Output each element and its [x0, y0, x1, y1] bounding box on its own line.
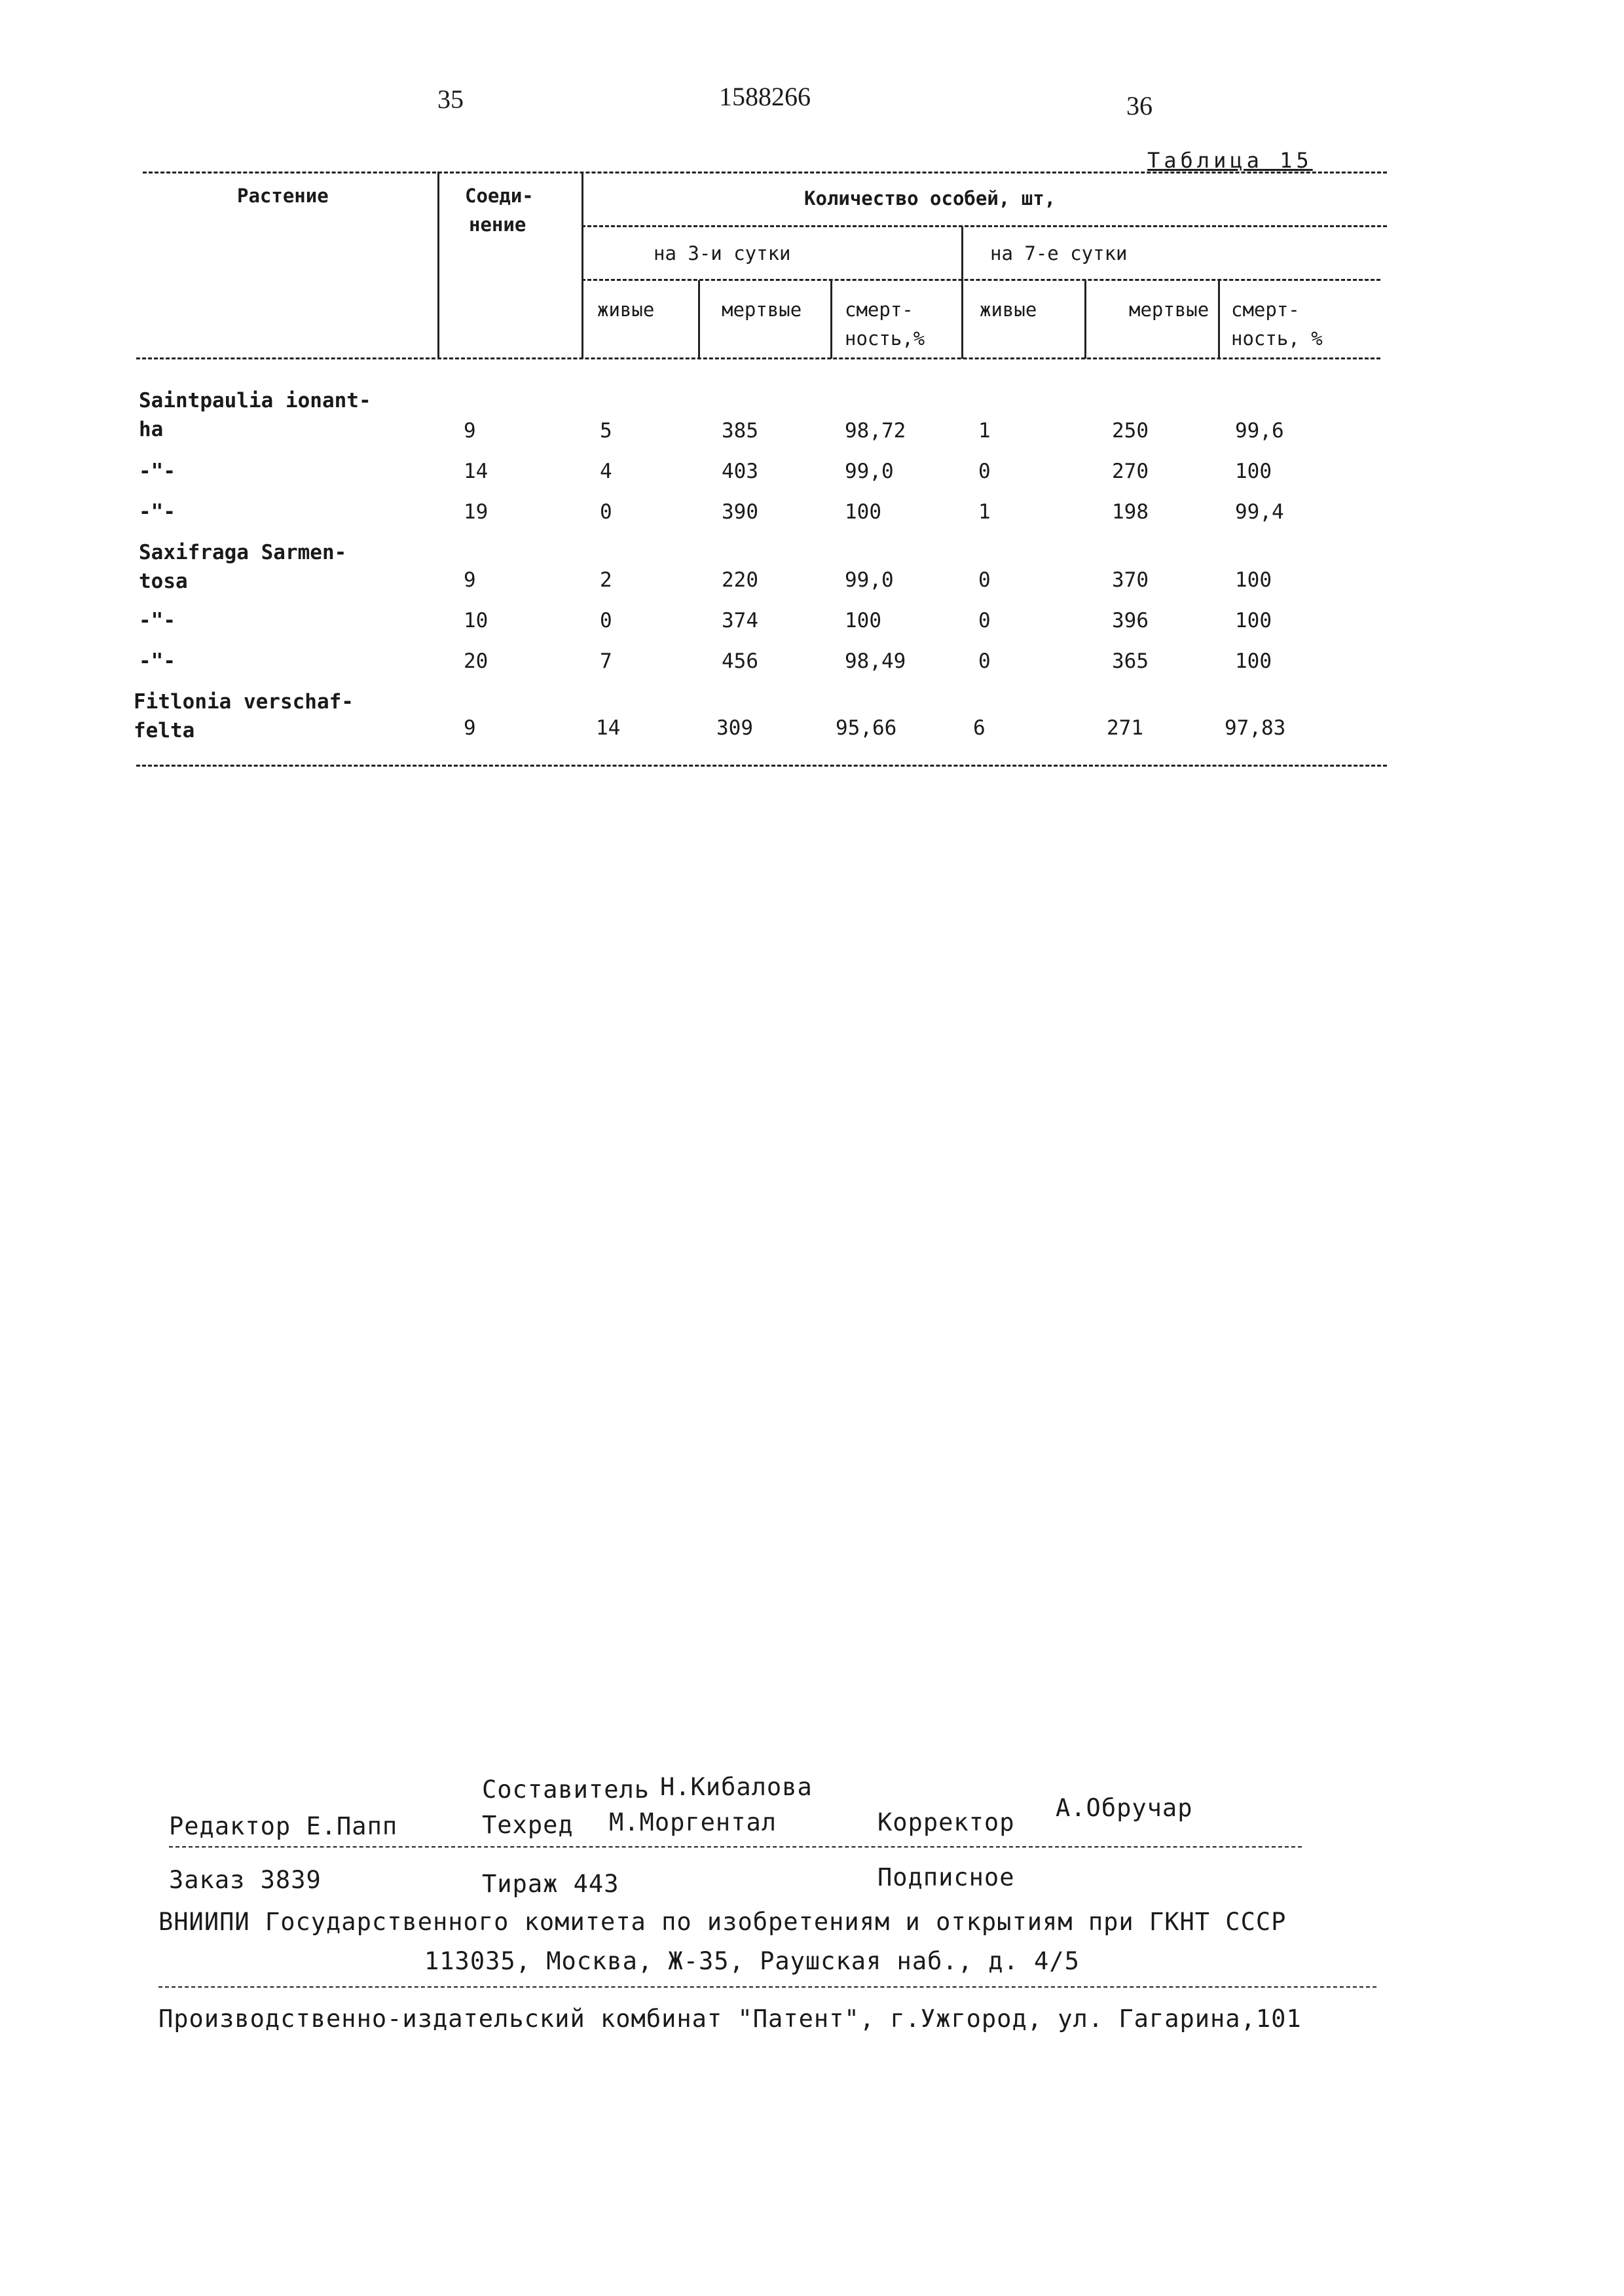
table-caption: Таблица 15: [1147, 148, 1313, 173]
table-row-1-plant-line1: Saintpaulia ionant-: [139, 389, 371, 412]
table-vline-2: [581, 172, 583, 359]
table-row-3-plant: -"-: [139, 500, 175, 524]
table-row-1-dead7: 250: [1112, 419, 1149, 443]
left-page-number: 35: [437, 84, 464, 114]
order-number: Заказ 3839: [169, 1866, 322, 1894]
table-row-7-plant-line2: felta: [134, 719, 195, 742]
table-row-3-mort7: 99,4: [1235, 500, 1284, 524]
table-top-rule: [143, 172, 1387, 173]
table-row-4-plant-line2: tosa: [139, 570, 188, 593]
table-row-1-alive7: 1: [978, 419, 991, 443]
table-row-6-mort3: 98,49: [845, 649, 906, 673]
table-row-1-dead3: 385: [722, 419, 758, 443]
table-row-5-dead7: 396: [1112, 609, 1149, 632]
table-row-6-dead7: 365: [1112, 649, 1149, 673]
table-vline-4: [698, 280, 700, 359]
table-header-bottom-rule: [136, 357, 1380, 359]
table-vline-6: [1084, 280, 1086, 359]
header-mortality-3-line2: ность,%: [845, 327, 925, 350]
table-row-1-compound: 9: [464, 419, 476, 443]
colophon-rule-2: [158, 1986, 1376, 1988]
table-row-3-compound: 19: [464, 500, 489, 524]
table-row-2-alive7: 0: [978, 460, 991, 483]
table-row-5-alive7: 0: [978, 609, 991, 632]
table-row-6-alive7: 0: [978, 649, 991, 673]
table-row-2-mort7: 100: [1235, 460, 1272, 483]
publisher: Производственно-издательский комбинат "Патент", г.Ужгород, ул. Гагарина,101: [158, 2005, 1302, 2033]
table-row-3-mort3: 100: [845, 500, 881, 524]
header-day3: на 3-и сутки: [654, 242, 791, 264]
table-row-4-alive7: 0: [978, 568, 991, 592]
header-plant: Растение: [237, 185, 329, 207]
table-row-4-alive3: 2: [600, 568, 612, 592]
table-row-7-dead3: 309: [716, 716, 753, 740]
table-row-6-plant: -"-: [139, 649, 175, 673]
table-vline-5: [830, 280, 832, 359]
table-row-4-dead7: 370: [1112, 568, 1149, 592]
institute: ВНИИПИ Государственного комитета по изобретениям и открытиям при ГКНТ СССР: [158, 1908, 1287, 1936]
table-row-7-alive3: 14: [596, 716, 621, 740]
table-row-7-alive7: 6: [973, 716, 986, 740]
compiler-name: Н.Кибалова: [660, 1773, 813, 1801]
header-day7: на 7-е сутки: [990, 242, 1128, 264]
table-row-1-mort7: 99,6: [1235, 419, 1284, 443]
techred-name: М.Моргентал: [609, 1808, 777, 1836]
table-row-7-mort7: 97,83: [1225, 716, 1286, 740]
table-row-2-plant: -"-: [139, 460, 175, 483]
table-row-4-mort3: 99,0: [845, 568, 894, 592]
header-alive-3: живые: [597, 299, 655, 321]
table-row-1-plant-line2: ha: [139, 418, 164, 441]
table-row-7-plant-line1: Fitlonia verschaf-: [134, 690, 354, 714]
header-mortality-7-line1: смерт-: [1231, 299, 1300, 321]
header-compound-line1: Соеди-: [465, 185, 534, 207]
table-row-7-mort3: 95,66: [836, 716, 897, 740]
table-row-4-compound: 9: [464, 568, 476, 592]
table-row-2-mort3: 99,0: [845, 460, 894, 483]
table-row-4-dead3: 220: [722, 568, 758, 592]
header-dead-7: мертвые: [1129, 299, 1209, 321]
table-vline-7: [1218, 280, 1220, 359]
table-bottom-rule: [136, 765, 1387, 767]
techred-label: Техред: [482, 1811, 574, 1839]
table-row-3-alive3: 0: [600, 500, 612, 524]
table-row-5-alive3: 0: [600, 609, 612, 632]
corrector-label: Корректор: [877, 1808, 1015, 1836]
header-mortality-7-line2: ность, %: [1231, 327, 1323, 350]
table-row-4-plant-line1: Saxifraga Sarmen-: [139, 541, 347, 564]
header-dead-3: мертвые: [722, 299, 802, 321]
table-row-2-alive3: 4: [600, 460, 612, 483]
table-row-5-mort7: 100: [1235, 609, 1272, 632]
address: 113035, Москва, Ж-35, Раушская наб., д. 4/5: [424, 1947, 1080, 1975]
table-row-3-dead3: 390: [722, 500, 758, 524]
table-row-2-dead3: 403: [722, 460, 758, 483]
table-row-1-mort3: 98,72: [845, 419, 906, 443]
table-row-3-dead7: 198: [1112, 500, 1149, 524]
colophon-rule-1: [169, 1846, 1302, 1848]
table-row-7-dead7: 271: [1107, 716, 1143, 740]
header-count: Количество особей, шт,: [804, 187, 1056, 210]
patent-number: 1588266: [719, 82, 811, 111]
table-row-6-alive3: 7: [600, 649, 612, 673]
table-row-6-compound: 20: [464, 649, 489, 673]
table-row-4-mort7: 100: [1235, 568, 1272, 592]
table-row-5-plant: -"-: [139, 609, 175, 632]
header-compound-line2: нение: [469, 213, 526, 236]
table-row-5-mort3: 100: [845, 609, 881, 632]
table-row-6-mort7: 100: [1235, 649, 1272, 673]
table-row-3-alive7: 1: [978, 500, 991, 524]
table-row-6-dead3: 456: [722, 649, 758, 673]
table-row-5-compound: 10: [464, 609, 489, 632]
table-row-7-compound: 9: [464, 716, 476, 740]
table-header-rule-days: [581, 279, 1380, 281]
table-row-2-compound: 14: [464, 460, 489, 483]
table-header-rule-count: [581, 225, 1387, 227]
compiler-label: Составитель: [482, 1776, 650, 1804]
header-alive-7: живые: [980, 299, 1037, 321]
table-row-2-dead7: 270: [1112, 460, 1149, 483]
table-vline-3: [961, 227, 963, 359]
editor: Редактор Е.Папп: [169, 1812, 398, 1840]
subscription: Подписное: [877, 1863, 1015, 1891]
header-mortality-3-line1: смерт-: [845, 299, 913, 321]
circulation: Тираж 443: [482, 1870, 619, 1898]
table-vline-1: [437, 172, 439, 359]
table-row-1-alive3: 5: [600, 419, 612, 443]
corrector-name: А.Обручар: [1056, 1794, 1193, 1822]
right-page-number: 36: [1126, 91, 1153, 120]
table-row-5-dead3: 374: [722, 609, 758, 632]
